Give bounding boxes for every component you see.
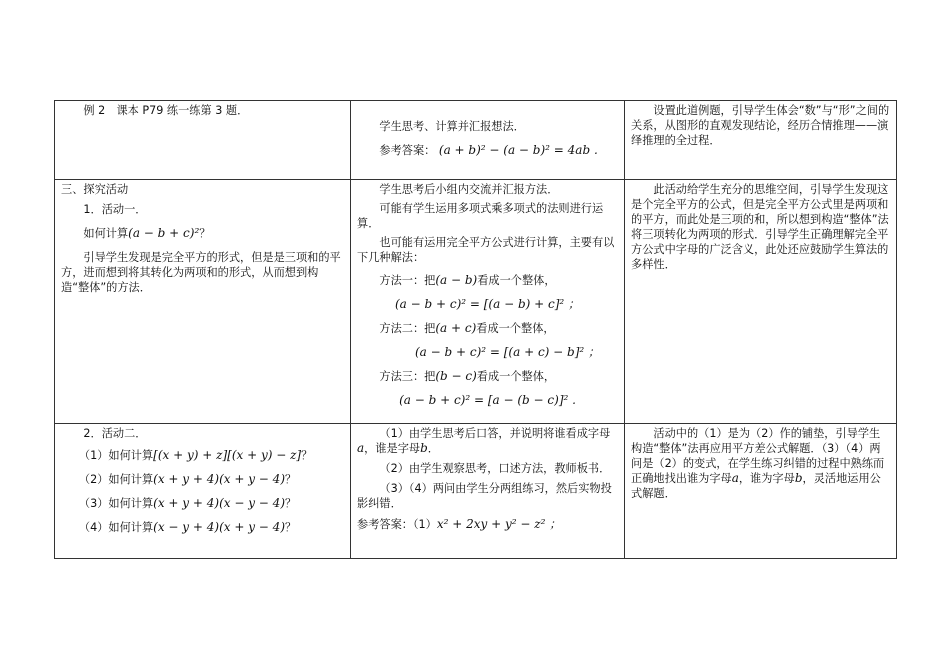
- task-text: （1）由学生思考后口答，并说明将谁看成字母: [379, 427, 611, 440]
- activity-title: 1．活动一．: [83, 203, 147, 216]
- teaching-content-cell: [55, 180, 351, 424]
- student-activity-cell: [351, 101, 625, 180]
- activity-guidance-text: 引导学生发现是完全平方的形式，但是是三项和的平方，进而想到将其转化为两项和的形式，从而想到构造“整体”的方法．: [61, 251, 341, 294]
- letter-b: b: [420, 441, 428, 455]
- question-suffix: ？: [285, 521, 297, 534]
- design-intent-cell: [625, 180, 897, 424]
- question-number: （2）: [78, 473, 109, 486]
- student-task-text: （2）由学生观察思考，口述方法，教师板书．: [379, 462, 611, 475]
- answer-formula: (a + b)² − (a − b)² = 4ab .: [438, 143, 598, 157]
- student-task-text: 学生思考后小组内交流并汇报方法．: [379, 183, 559, 196]
- task-text: ．: [427, 442, 439, 455]
- table-row: [55, 180, 897, 424]
- question-formula: [(x + y) + z][(x + y) − z]: [153, 448, 302, 462]
- table-row: [55, 424, 897, 559]
- question-suffix: ？: [285, 473, 297, 486]
- method-suffix: 看成一个整体，: [476, 370, 556, 383]
- question-formula: (a − b + c)²: [128, 226, 200, 240]
- method-equation: (a − b + c)² = [(a − b) + c]² ；: [394, 297, 581, 311]
- student-task-text: （3）（4）两问由学生分两组练习，然后实物投影纠错．: [357, 482, 612, 510]
- teaching-content-cell: [55, 424, 351, 559]
- method-equation: (a − b + c)² = [a − (b − c)]² .: [399, 393, 576, 407]
- design-intent-text: 设置此道例题，引导学生体会“数”与“形”之间的关系，从图形的直观发现结论，经历合情推理——演绎推理的全过程．: [631, 104, 890, 147]
- answer-line: [357, 517, 618, 532]
- method-formula: (b − c): [435, 369, 477, 383]
- section-heading: 三、探究活动: [61, 183, 129, 196]
- answer-label: 参考答案：: [379, 144, 436, 157]
- question-suffix: ？: [285, 497, 297, 510]
- answer-line: [357, 143, 618, 158]
- question-line: [61, 520, 344, 535]
- question-line: [61, 226, 344, 241]
- intent-text: ，灵活地运用公式解题．: [631, 472, 881, 500]
- method-label: 方法三：把: [379, 370, 436, 383]
- example-title: 例 2 课本 P79 练一练第 3 题．: [83, 104, 249, 117]
- intent-text: ，谁为字母: [738, 472, 795, 485]
- design-intent-cell: [625, 424, 897, 559]
- method-suffix: 看成一个整体，: [476, 322, 555, 335]
- method-suffix: 看成一个整体，: [477, 274, 556, 287]
- question-prefix: 如何计算: [83, 227, 129, 240]
- student-task-text: [357, 426, 618, 456]
- method-line: [357, 369, 618, 384]
- task-text: ，谁是字母: [364, 442, 421, 455]
- question-suffix: ？: [199, 227, 211, 240]
- method-formula: (a − b): [435, 273, 478, 287]
- question-formula: (x + y + 4)(x + y − 4): [153, 472, 285, 486]
- method-line: [357, 273, 618, 288]
- method-intro-text: 可能有学生运用多项式乘多项式的法则进行运算．: [357, 202, 604, 230]
- letter-b: b: [794, 471, 803, 485]
- design-intent-cell: [625, 101, 897, 180]
- question-prefix: 如何计算: [108, 449, 154, 462]
- method-equation: (a − b + c)² = [(a + c) − b]² ；: [414, 345, 601, 359]
- student-activity-cell: [351, 424, 625, 559]
- method-line: [357, 321, 618, 336]
- question-formula: (x + y + 4)(x − y − 4): [153, 496, 285, 510]
- question-prefix: 如何计算: [108, 521, 154, 534]
- question-number: （4）: [78, 521, 109, 534]
- letter-a: a: [731, 471, 739, 485]
- design-intent-text: 此活动给学生充分的思维空间，引导学生发现这是个完全平方的公式，但是完全平方公式里是两项和的平方，而此处是三项的和，所以想到构造“整体”法将三项转化为两项的形式．引导学生正确理解完全平方公式中字母的广泛含义，此处还应鼓励学生算法的多样性．: [631, 183, 889, 271]
- design-intent-text: [631, 426, 890, 501]
- lesson-plan-table: [54, 100, 897, 559]
- student-task-text: 学生思考、计算并汇报想法．: [379, 120, 525, 133]
- answer-formula: x² + 2xy + y² − z² ；: [436, 517, 562, 531]
- method-label: 方法二：把: [379, 322, 436, 335]
- letter-a: a: [357, 441, 365, 455]
- teaching-content-cell: [55, 101, 351, 180]
- student-activity-cell: [351, 180, 625, 424]
- table-row: [55, 101, 897, 180]
- question-line: [61, 472, 344, 487]
- intent-text: 活动中的（1）是为（2）作的铺垫，引导学生构造“整体”法再应用平方差公式解题．（3）（4）两问是（2）的变式，在学生练习纠错的过程中熟练而正确地找出谁为字母: [631, 427, 885, 485]
- question-prefix: 如何计算: [108, 497, 154, 510]
- question-number: （1）: [78, 449, 109, 462]
- answer-label: 参考答案：（1）: [357, 518, 437, 531]
- question-line: [61, 496, 344, 511]
- question-formula: (x − y + 4)(x + y − 4): [153, 520, 285, 534]
- question-suffix: ？: [301, 449, 313, 462]
- question-prefix: 如何计算: [108, 473, 154, 486]
- question-line: [61, 448, 344, 463]
- activity-title: 2．活动二．: [83, 427, 147, 440]
- question-number: （3）: [78, 497, 109, 510]
- method-formula: (a + c): [435, 321, 477, 335]
- method-label: 方法一：把: [379, 274, 436, 287]
- method-intro-text: 也可能有运用完全平方公式进行计算，主要有以下几种解法：: [357, 236, 615, 264]
